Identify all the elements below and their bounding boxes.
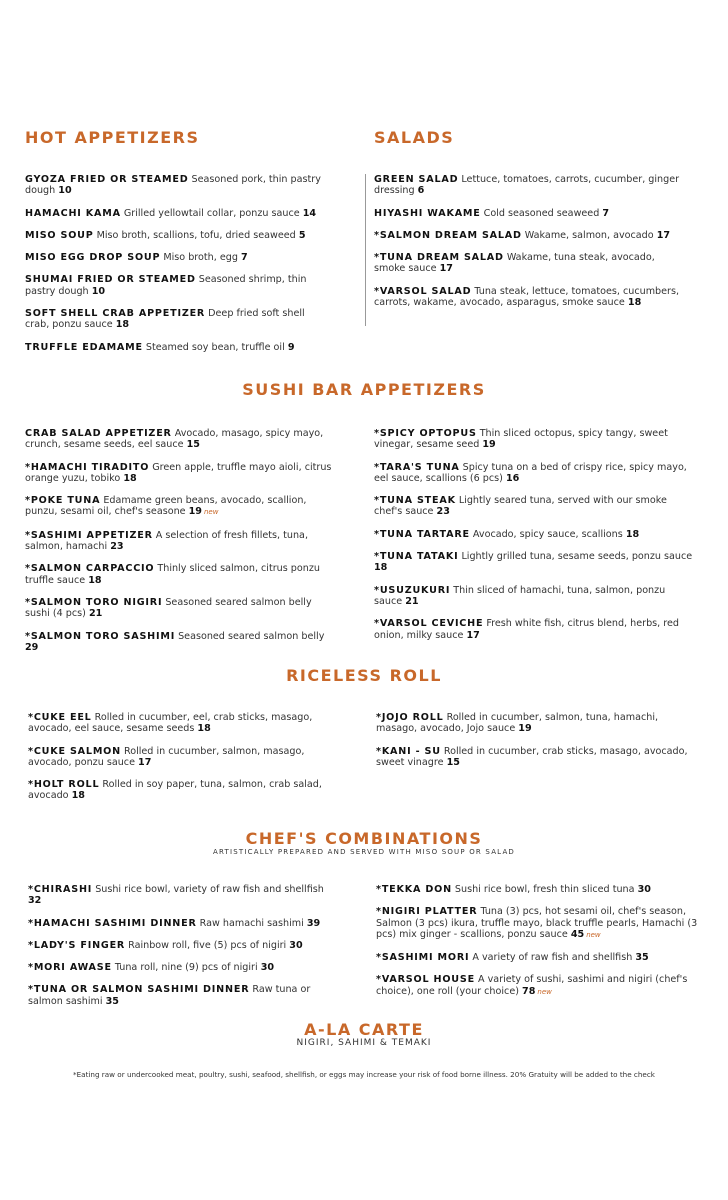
menu-item-name: *KANI - SU [376,745,441,757]
menu-item-name: *HAMACHI TIRADITO [25,461,150,473]
menu-item-name: *POKE TUNA [25,495,101,507]
menu-item-description: Rolled in cucumber, eel, crab sticks, masago, avocado, eel sauce, sesame seeds [28,712,313,735]
menu-item [28,984,340,1007]
menu-item-price: 16 [505,472,520,484]
menu-item-price: 30 [260,962,275,974]
menu-item [25,252,330,263]
menu-item-description: Seasoned seared salmon belly [178,630,325,642]
menu-item-price: 30 [637,884,651,895]
menu-item-name: *VARSOL SALAD [374,285,472,297]
hot-appetizers-heading: HOT APPETIZERS [25,128,200,147]
menu-item-price: 18 [88,574,102,586]
menu-item-name: TRUFFLE EDAMAME [25,341,143,353]
menu-item-price: 10 [91,285,106,297]
menu-item [376,952,698,963]
menu-item-price: 6 [417,185,425,197]
menu-item-price: 39 [306,917,321,929]
menu-item-name: *SASHIMI MORI [376,952,470,964]
menu-item-name: *SALMON TORO NIGIRI [25,596,163,608]
chefs-subtitle: ARTISTICALLY PREPARED AND SERVED WITH MISO SOUP OR SALAD [212,848,516,856]
menu-item-name: *MORI AWASE [28,962,112,974]
menu-item-name: MISO EGG DROP SOUP [25,252,161,264]
menu-item [25,230,330,241]
menu-item-name: *HOLT ROLL [28,779,100,791]
menu-item [25,308,330,331]
menu-item [376,906,698,941]
column-divider [365,174,366,326]
menu-item-name: *SALMON DREAM SALAD [374,229,522,241]
menu-item-description: Raw tuna or salmon sashimi [28,984,311,1007]
alacarte-heading: A-LA CARTE [304,1020,424,1039]
menu-item-name: SHUMAI FRIED OR STEAMED [25,274,196,286]
menu-item-name: *TUNA DREAM SALAD [374,252,504,264]
menu-item-name: *SALMON TORO SASHIMI [25,630,176,642]
menu-item-price: 19 [188,506,202,518]
menu-item [28,918,340,929]
menu-item-price: 21 [405,595,419,607]
menu-item-price: 14 [302,207,317,219]
menu-item-description: Thinly sliced salmon, citrus ponzu truffle sauce [25,563,320,586]
menu-item [25,208,330,219]
menu-item [374,551,696,574]
menu-item-description: Raw hamachi sashimi [199,917,304,929]
sushi-bar-heading: SUSHI BAR APPETIZERS [242,380,486,399]
menu-item-price: 15 [446,756,460,768]
menu-item-name: *VARSOL HOUSE [376,974,475,986]
menu-item [374,252,689,275]
menu-item-price: 30 [289,939,303,951]
new-badge: new [203,508,219,517]
menu-item-name: *TUNA TARTARE [374,528,470,540]
menu-item-name: *USUZUKURI [374,584,451,596]
menu-item [28,712,336,735]
menu-item [28,940,340,951]
menu-item-name: *SALMON CARPACCIO [25,563,155,575]
menu-item-name: MISO SOUP [25,229,94,241]
menu-item [25,428,337,451]
menu-item-description: Rolled in soy paper, tuna, salmon, crab salad, avocado [28,779,322,802]
menu-item-name: CRAB SALAD APPETIZER [25,428,172,439]
menu-item-description: Miso broth, scallions, tofu, dried seaweed [96,229,296,241]
menu-item-name: *TARA'S TUNA [374,461,460,473]
sushi-bar-left-list [25,428,337,664]
menu-item-description: Fresh white fish, citrus blend, herbs, red onion, milky sauce [374,618,679,641]
menu-item-description: Seasoned seared salmon belly sushi (4 pcs) [25,596,312,620]
menu-item-name: HIYASHI WAKAME [374,207,481,219]
menu-item-description: Lettuce, tomatoes, carrots, cucumber, ginger dressing [374,174,680,197]
menu-item-price: 18 [123,472,137,484]
menu-item-name: *SASHIMI APPETIZER [25,529,153,541]
salads-heading: SALADS [374,128,455,147]
menu-item-price: 19 [482,439,496,451]
menu-item-price: 18 [625,528,640,540]
menu-item-description: Rolled in cucumber, salmon, tuna, hamachi, masago, avocado, Jojo sauce [376,712,659,735]
menu-item-name: *CUKE SALMON [28,745,121,757]
menu-item-description: Thin sliced of hamachi, tuna, salmon, ponzu sauce [374,584,666,607]
menu-item [376,712,694,735]
menu-item-name: HAMACHI KAMA [25,207,121,219]
menu-item-price: 5 [298,229,306,241]
riceless-heading: RICELESS ROLL [286,666,442,685]
menu-item-description: Seasoned shrimp, thin pastry dough [25,274,307,297]
chefs-right-list [376,884,698,1009]
menu-item [28,746,336,769]
sushi-bar-right-list [374,428,696,652]
menu-item-name: SOFT SHELL CRAB APPETIZER [25,308,206,320]
menu-item [374,174,689,197]
menu-item-description: Lightly grilled tuna, sesame seeds, ponzu sauce [461,551,693,563]
menu-item-price: 35 [635,952,649,964]
menu-item-price: 23 [110,541,124,553]
menu-item [376,974,698,998]
menu-item-description: Tuna steak, lettuce, tomatoes, cucumbers, carrots, wakame, avocado, asparagus, smoke sauce [374,285,680,309]
menu-item-price: 7 [240,252,248,264]
menu-item-price: 18 [197,723,211,735]
menu-item [25,597,337,620]
menu-item-description: Cold seasoned seaweed [483,207,600,219]
menu-item-price: 10 [58,185,72,197]
menu-item-description: Wakame, tuna steak, avocado, smoke sauce [374,252,655,275]
menu-item [374,428,696,451]
menu-item-name: *TUNA STEAK [374,495,456,507]
menu-item-description: Tuna roll, nine (9) pcs of nigiri [114,962,258,974]
menu-item-description: Wakame, salmon, avocado [524,229,654,241]
menu-item-price: 9 [287,341,295,353]
menu-item [25,563,337,586]
menu-item-name: *TEKKA DON [376,884,452,895]
riceless-right-list [376,712,694,779]
salads-list [374,174,689,319]
menu-item [25,342,330,353]
menu-item-description: Sushi rice bowl, fresh thin sliced tuna [454,884,635,895]
menu-item-name: *CHIRASHI [28,884,93,895]
menu-item-description: A variety of sushi, sashimi and nigiri (chef's choice), one roll (your choice) [376,974,688,997]
riceless-left-list [28,712,336,813]
menu-item-name: *VARSOL CEVICHE [374,618,484,630]
menu-item-description: Miso broth, egg [163,252,238,264]
menu-item [28,779,336,802]
menu-item-description: Rolled in cucumber, salmon, masago, avocado, ponzu sauce [28,745,305,768]
menu-item [25,274,330,297]
menu-item-price: 18 [374,562,388,574]
menu-item [376,746,694,769]
menu-item-price: 18 [115,319,130,331]
menu-item-price: 23 [436,506,450,518]
menu-item-price: 18 [627,297,642,309]
menu-item-price: 7 [602,207,610,219]
menu-item-description: A variety of raw fish and shellfish [472,952,633,964]
menu-item [25,174,330,197]
menu-item-name: *LADY'S FINGER [28,939,126,951]
menu-item [374,230,689,241]
menu-item [376,884,698,895]
menu-item-description: Avocado, spicy sauce, scallions [472,528,623,540]
menu-item-description: Grilled yellowtail collar, ponzu sauce [123,207,300,219]
menu-item [28,962,340,973]
menu-item-description: Lightly seared tuna, served with our smoke chef's sauce [374,495,667,518]
menu-item-price: 19 [518,723,532,735]
menu-item [374,286,689,309]
menu-item-price: 18 [71,790,85,802]
menu-item-name: *NIGIRI PLATTER [376,906,478,918]
menu-item-description: Tuna (3) pcs, hot sesami oil, chef's season, Salmon (3 pcs) ikura, truffle mayo, black truffle pearls, Hamachi (3 pcs) mix ginger - scallions, ponzu sauce [376,906,698,940]
menu-item-name: *TUNA OR SALMON SASHIMI DINNER [28,984,250,996]
menu-item-description: Deep fried soft shell crab, ponzu sauce [25,308,305,331]
chefs-left-list [28,884,340,1018]
menu-item-price: 17 [466,629,480,641]
menu-item-description: Steamed soy bean, truffle oil [145,341,285,353]
menu-item-name: *TUNA TATAKI [374,551,459,563]
menu-item-description: Thin sliced octopus, spicy tangy, sweet vinegar, sesame seed [374,428,668,451]
menu-item-description: Avocado, masago, spicy mayo, crunch, sesame seeds, eel sauce [25,428,324,451]
menu-item-price: 17 [138,756,152,768]
menu-item [374,208,689,219]
menu-item [374,585,696,608]
new-badge: new [586,930,601,939]
chefs-heading: CHEF'S COMBINATIONS [245,829,483,848]
menu-item-name: *SPICY OPTOPUS [374,428,477,439]
menu-item-description: Sushi rice bowl, variety of raw fish and shellfish [95,884,324,895]
menu-item-price: 15 [186,439,200,451]
menu-item-description: Spicy tuna on a bed of crispy rice, spicy mayo, eel sauce, scallions (6 pcs) [374,461,687,484]
menu-item-price: 17 [439,263,453,275]
menu-item-price: 32 [28,895,42,907]
hot-appetizers-list [25,174,330,364]
menu-item-description: Rainbow roll, five (5) pcs of nigiri [128,939,287,951]
menu-item-name: *JOJO ROLL [376,712,444,723]
menu-item [25,631,337,654]
menu-item [374,495,696,518]
new-badge: new [537,987,552,996]
menu-item-description: Rolled in cucumber, crab sticks, masago, avocado, sweet vinagre [376,745,688,768]
alacarte-subtitle: NIGIRI, SAHIMI & TEMAKI [296,1038,432,1048]
menu-item-description: Edamame green beans, avocado, scallion, punzu, sesami oil, chef's seasone [25,495,307,518]
menu-item-description: Seasoned pork, thin pastry dough [25,174,321,197]
menu-item [374,462,696,485]
menu-item [25,495,337,519]
menu-item-price: 21 [88,608,103,620]
menu-item [25,530,337,553]
menu-item [25,462,337,485]
menu-item-name: *HAMACHI SASHIMI DINNER [28,917,197,929]
menu-item-name: GYOZA FRIED OR STEAMED [25,174,189,185]
footer-disclaimer: *Eating raw or undercooked meat, poultry, sushi, seafood, shellfish, or eggs may increase your risk of food borne illness. 20% Gratuity will be added to the check [73,1070,655,1079]
menu-item-price: 35 [105,995,119,1007]
menu-item-name: GREEN SALAD [374,174,459,185]
menu-item-price: 78 [522,985,536,997]
menu-item [28,884,340,907]
menu-item-description: Green apple, truffle mayo aioli, citrus orange yuzu, tobiko [25,461,332,484]
menu-item-name: *CUKE EEL [28,712,92,723]
menu-item-description: A selection of fresh fillets, tuna, salmon, hamachi [25,529,308,553]
menu-item [374,618,696,641]
menu-item-price: 17 [656,229,671,241]
menu-item [374,529,696,540]
menu-item-price: 29 [25,641,39,653]
menu-item-price: 45 [570,928,585,940]
